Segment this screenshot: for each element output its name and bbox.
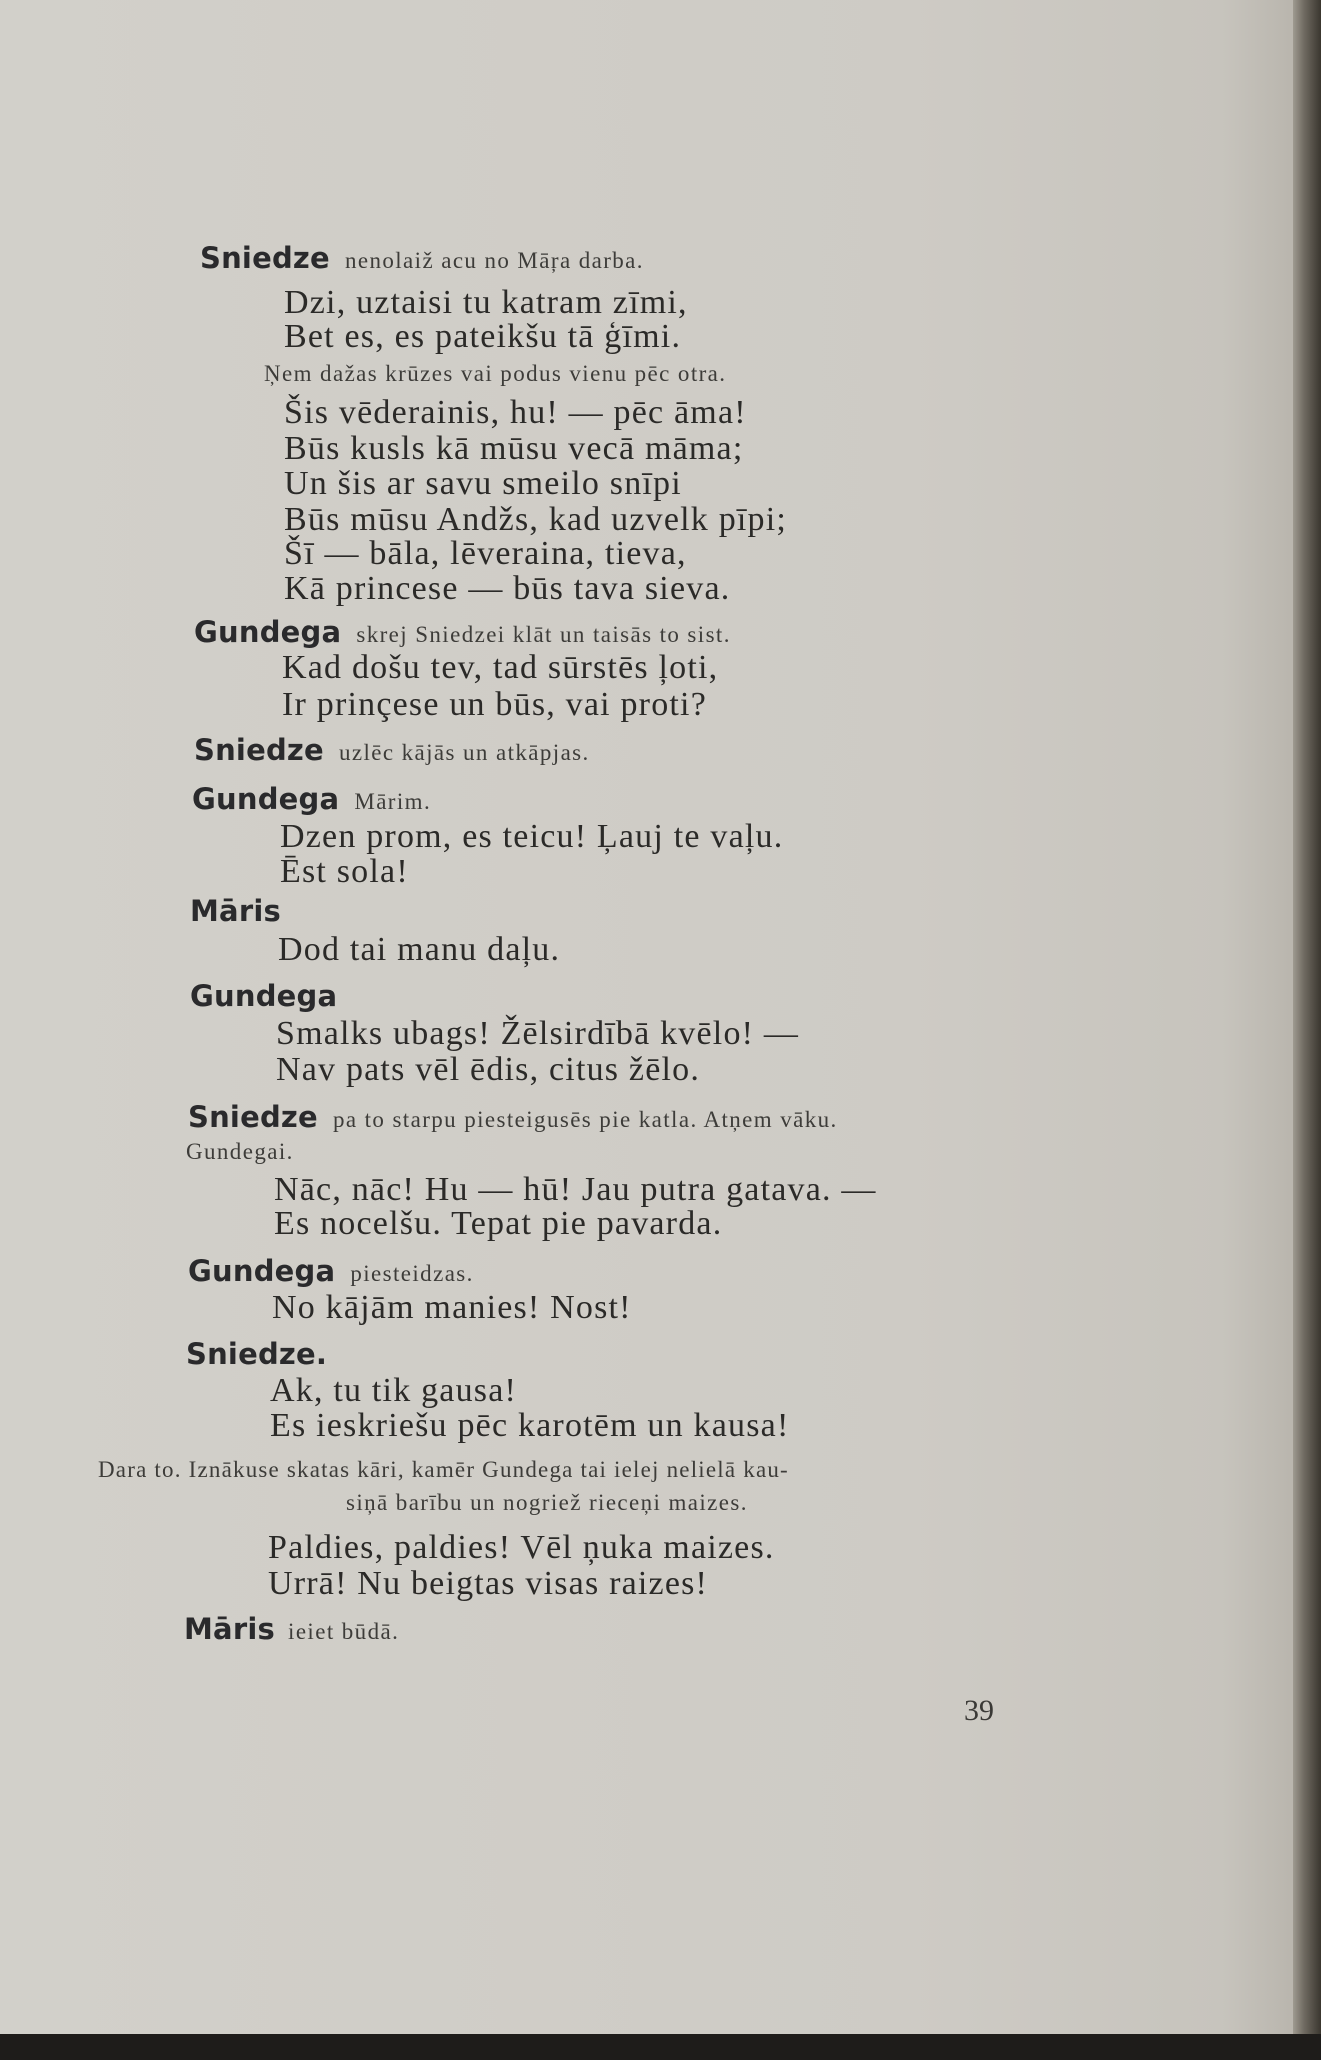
speaker-name: Gundega xyxy=(188,1254,336,1288)
verse-line: Bet es, es pateikšu tā ģīmi. xyxy=(284,318,682,355)
verse-line: No kājām manies! Nost! xyxy=(272,1289,632,1326)
verse-line: Smalks ubags! Žēlsirdībā kvēlo! — xyxy=(276,1015,800,1052)
verse-line: Nav pats vēl ēdis, citus žēlo. xyxy=(276,1051,701,1088)
speech-line xyxy=(184,1612,400,1646)
verse-line: Un šis ar savu smeilo snīpi xyxy=(284,465,682,502)
verse-line: Kā princese — būs tava sieva. xyxy=(284,570,731,607)
stage-direction: siņā barību un nogriež rieceņi maizes. xyxy=(346,1490,748,1515)
verse-line: Būs kusls kā mūsu vecā māma; xyxy=(284,430,744,467)
speech-line xyxy=(188,1254,474,1288)
verse-line: Šī — bāla, lēveraina, tieva, xyxy=(284,535,687,572)
verse-line: Kad došu tev, tad sūrstēs ļoti, xyxy=(282,649,719,686)
stage-direction: Ņem dažas krūzes vai podus vienu pēc otra. xyxy=(264,361,727,386)
speaker-name: Gundega xyxy=(194,615,342,649)
stage-direction: Mārim. xyxy=(354,789,432,814)
verse-line: Dod tai manu daļu. xyxy=(278,931,561,968)
verse-line: Būs mūsu Andžs, kad uzvelk pīpi; xyxy=(284,501,788,538)
speech-line xyxy=(190,894,281,928)
speech-line xyxy=(194,733,590,767)
verse-line: Dzi, uztaisi tu katram zīmi, xyxy=(284,284,688,321)
stage-direction: pa to starpu piesteigusēs pie katla. Atņem vāku. xyxy=(332,1107,838,1132)
speech-line xyxy=(200,241,644,275)
verse-line: Es ieskriešu pēc karotēm un kausa! xyxy=(270,1407,790,1444)
bottom-edge xyxy=(0,2034,1321,2060)
speech-line xyxy=(190,979,338,1013)
stage-direction: uzlēc kājās un atkāpjas. xyxy=(338,740,590,765)
stage-direction: Dara to. Iznākuse skatas kāri, kamēr Gundega tai ielej nelielā kau- xyxy=(98,1457,789,1482)
speech-line xyxy=(194,615,731,649)
speaker-name: Sniedze xyxy=(188,1100,318,1134)
speech-line xyxy=(186,1337,328,1371)
page-edge xyxy=(1293,0,1321,2060)
verse-line: Es nocelšu. Tepat pie pavarda. xyxy=(274,1205,723,1242)
verse-line: Ir prinçese un būs, vai proti? xyxy=(282,686,707,723)
verse-line: Nāc, nāc! Hu — hū! Jau putra gatava. — xyxy=(274,1171,877,1208)
page-number: 39 xyxy=(964,1694,994,1727)
verse-line: Urrā! Nu beigtas visas raizes! xyxy=(268,1565,709,1602)
stage-direction: ieiet būdā. xyxy=(288,1619,400,1644)
stage-direction: skrej Sniedzei klāt un taisās to sist. xyxy=(356,622,731,647)
speaker-name: Sniedze. xyxy=(186,1337,328,1371)
verse-line: Ak, tu tik gausa! xyxy=(270,1372,518,1409)
speaker-name: Sniedze xyxy=(200,241,330,275)
speaker-name: Gundega xyxy=(190,979,338,1013)
speaker-name: Sniedze xyxy=(194,733,324,767)
stage-direction: Gundegai. xyxy=(186,1139,294,1164)
speaker-name: Gundega xyxy=(192,782,340,816)
speaker-name: Māris xyxy=(184,1612,275,1646)
speech-line xyxy=(192,782,432,816)
speech-line xyxy=(188,1100,838,1134)
verse-line: Ēst sola! xyxy=(280,853,409,890)
verse-line: Šis vēderainis, hu! — pēc āma! xyxy=(284,394,747,431)
verse-line: Dzen prom, es teicu! Ļauj te vaļu. xyxy=(280,818,784,855)
stage-direction: nenolaiž acu no Māŗa darba. xyxy=(344,248,644,273)
verse-line: Paldies, paldies! Vēl ņuka maizes. xyxy=(268,1529,775,1566)
stage-direction: piesteidzas. xyxy=(350,1261,474,1286)
speaker-name: Māris xyxy=(190,894,281,928)
